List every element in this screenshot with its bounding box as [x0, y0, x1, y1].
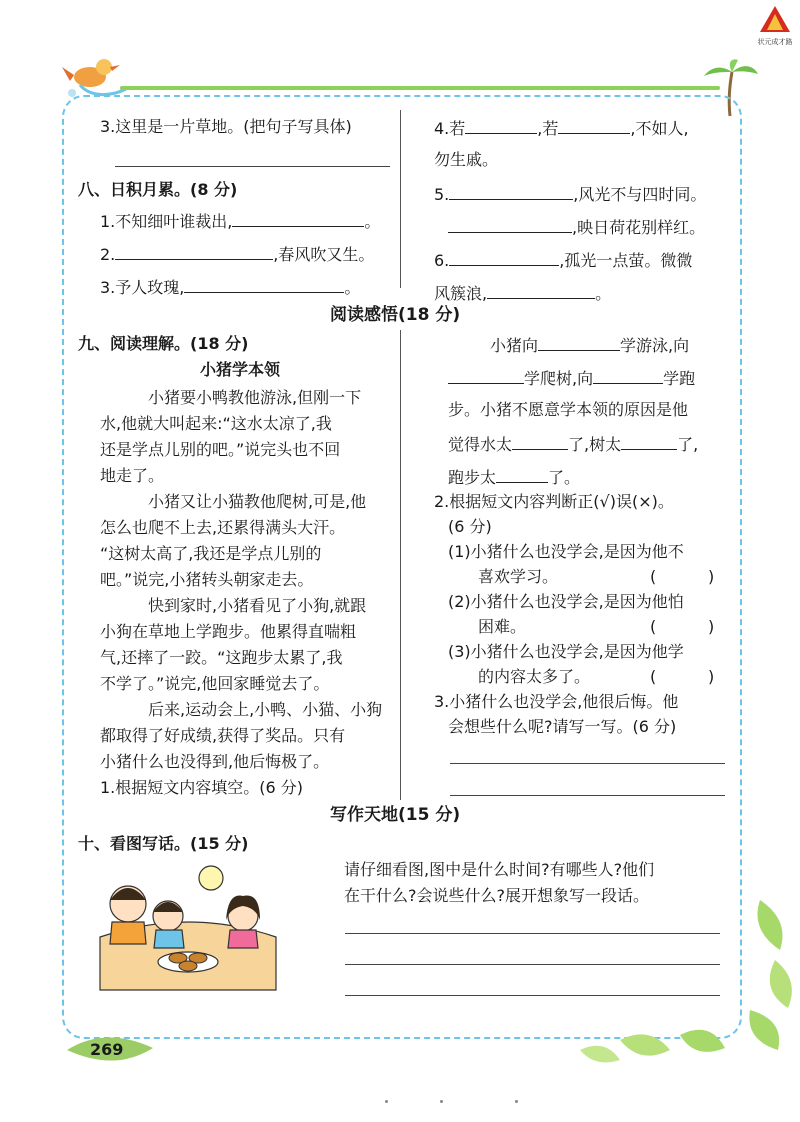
poem-q4-blank-2[interactable]	[558, 117, 630, 134]
family-mooncake-illustration	[98, 862, 278, 992]
story-line: 小狗在草地上学跑步。他累得直喘粗	[100, 622, 357, 641]
fill-blank[interactable]	[496, 466, 548, 483]
poem-q1-blank[interactable]	[232, 210, 364, 227]
answer-line[interactable]	[450, 763, 725, 764]
header-band	[120, 86, 720, 90]
story-line: 还是学点儿别的吧。”说完头也不回	[100, 440, 341, 459]
poem-q5-blank-1[interactable]	[449, 183, 573, 200]
section-9-title: 九、阅读理解。(18 分)	[78, 334, 249, 353]
judge-item-3-cont: 的内容太多了。	[478, 667, 591, 686]
answer-paren-close[interactable]: )	[708, 567, 715, 586]
story-line: 快到家时,小猪看见了小狗,就跟	[148, 596, 367, 615]
question-9-2-score: (6 分)	[448, 517, 492, 536]
judge-item-3: (3)小猪什么也没学会,是因为他学	[448, 642, 684, 661]
fill-line-5: 跑步太 了。	[448, 468, 581, 487]
poem-q2-blank[interactable]	[115, 243, 273, 260]
poem-q6-blank-2[interactable]	[487, 282, 595, 299]
section-8-title: 八、日积月累。(8 分)	[78, 180, 238, 199]
fill-blank[interactable]	[593, 367, 663, 384]
answer-paren-close[interactable]: )	[708, 667, 715, 686]
fill-line-3: 步。小猪不愿意学本领的原因是他	[448, 400, 689, 419]
answer-paren-open[interactable]: (	[650, 617, 657, 636]
judge-item-2-cont: 困难。	[478, 617, 527, 636]
poem-q2: 2. ,春风吹又生。	[100, 245, 375, 264]
poem-q6-line2: 风簇浪, 。	[434, 284, 612, 303]
scan-dot	[515, 1100, 518, 1103]
reading-section-header: 阅读感悟(18 分)	[330, 305, 461, 325]
judge-item-2: (2)小猪什么也没学会,是因为他怕	[448, 592, 684, 611]
writing-prompt-line2: 在干什么?会说些什么?展开想象写一段话。	[344, 886, 649, 905]
poem-q5-line2: ,映日荷花别样红。	[448, 216, 705, 237]
section-10-title: 十、看图写话。(15 分)	[78, 834, 249, 853]
story-line: 小猪什么也没得到,他后悔极了。	[100, 752, 330, 771]
story-line: 不学了。”说完,他回家睡觉去了。	[100, 674, 330, 693]
column-divider-middle	[400, 330, 401, 800]
story-line: 小猪又让小猫教他爬树,可是,他	[148, 492, 367, 511]
answer-line[interactable]	[115, 166, 390, 167]
poem-q4-line2: 勿生戚。	[434, 150, 499, 169]
fill-line-4: 觉得水太 了,树太 了,	[448, 435, 699, 454]
poem-q5-line1: 5. ,风光不与四时同。	[434, 185, 707, 204]
answer-paren-close[interactable]: )	[708, 617, 715, 636]
bird-decoration-icon	[60, 45, 130, 100]
fill-blank[interactable]	[621, 433, 677, 450]
poem-q3-blank[interactable]	[184, 276, 344, 293]
page-number: 269	[90, 1040, 124, 1059]
writing-prompt-line1: 请仔细看图,图中是什么时间?有哪些人?他们	[344, 860, 655, 879]
poem-q6-blank-1[interactable]	[449, 249, 559, 266]
logo-triangle-icon	[758, 4, 792, 34]
judge-item-1-cont: 喜欢学习。	[478, 567, 559, 586]
scan-dot	[440, 1100, 443, 1103]
judge-item-1: (1)小猪什么也没学会,是因为他不	[448, 542, 684, 561]
poem-q3: 3.予人玫瑰, 。	[100, 278, 361, 297]
story-line: 怎么也爬不上去,还累得满头大汗。	[100, 518, 346, 537]
poem-q5-blank-2[interactable]	[448, 216, 572, 233]
answer-paren-open[interactable]: (	[650, 567, 657, 586]
logo-caption: 状元成才路	[757, 38, 793, 46]
mooncake-icon	[179, 961, 197, 971]
moon-icon	[199, 866, 223, 890]
story-line: “这树太高了,我还是学点儿别的	[100, 544, 322, 563]
poem-q1: 1.不知细叶谁裁出, 。	[100, 212, 381, 231]
story-line: 都取得了好成绩,获得了奖品。只有	[100, 726, 346, 745]
fill-blank[interactable]	[512, 433, 568, 450]
question-9-3-cont: 会想些什么呢?请写一写。(6 分)	[448, 717, 677, 736]
column-divider-top	[400, 110, 401, 288]
poem-q6-line1: 6. ,孤光一点萤。微微	[434, 251, 693, 270]
leaves-decoration-icon	[560, 890, 800, 1070]
fill-line-2: 学爬树,向 学跑	[448, 367, 695, 388]
story-line: 后来,运动会上,小鸭、小猫、小狗	[148, 700, 383, 719]
father-figure	[110, 886, 146, 944]
poem-q4-blank-1[interactable]	[465, 117, 537, 134]
answer-line[interactable]	[450, 795, 725, 796]
answer-paren-open[interactable]: (	[650, 667, 657, 686]
sentence-task-3: 3.这里是一片草地。(把句子写具体)	[100, 117, 352, 136]
story-line: 小猪要小鸭教他游泳,但刚一下	[148, 388, 362, 407]
fill-blank[interactable]	[538, 334, 620, 351]
story-line: 地走了。	[100, 466, 165, 485]
scan-dot	[385, 1100, 388, 1103]
brand-logo	[754, 4, 796, 46]
story-line: 气,还摔了一跤。“这跑步太累了,我	[100, 648, 343, 667]
story-line: 吧。”说完,小猪转头朝家走去。	[100, 570, 314, 589]
child-figure	[153, 901, 184, 948]
fill-line-1: 小猪向 学游泳,向	[490, 336, 690, 355]
story-line: 水,他就大叫起来:“这水太凉了,我	[100, 414, 332, 433]
question-9-3: 3.小猪什么也没学会,他很后悔。他	[434, 692, 679, 711]
question-9-2-title: 2.根据短文内容判断正(√)误(×)。	[434, 492, 674, 511]
story-title: 小猪学本领	[200, 360, 281, 379]
writing-section-header: 写作天地(15 分)	[330, 805, 461, 825]
poem-q4: 4.若 ,若 ,不如人,	[434, 119, 689, 138]
question-9-1: 1.根据短文内容填空。(6 分)	[100, 778, 304, 797]
mother-figure	[226, 896, 260, 949]
fill-blank[interactable]	[448, 367, 524, 384]
